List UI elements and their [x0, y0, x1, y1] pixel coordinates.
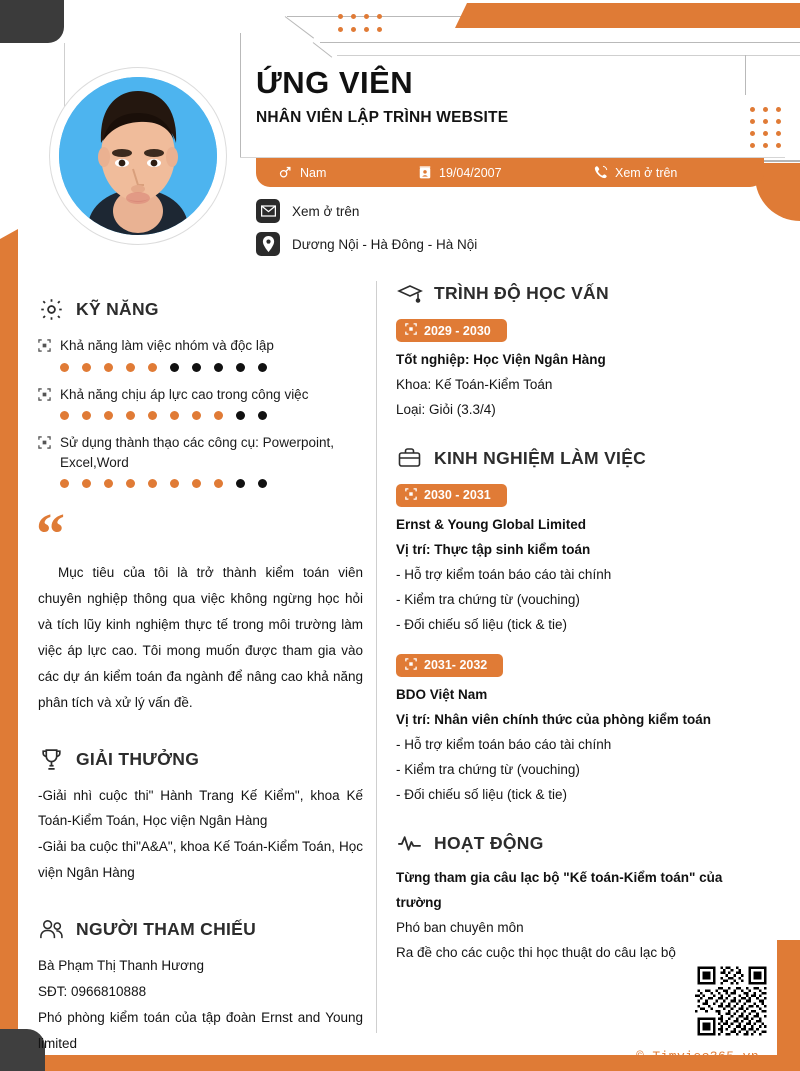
briefcase-icon	[396, 445, 423, 472]
experience-period-text: 2031- 2032	[424, 658, 488, 673]
skill-label: Khả năng chịu áp lực cao trong công việc	[60, 386, 309, 402]
activity-line: Ra đề cho các cuộc thi học thuật do câu lạc bộ	[396, 944, 676, 960]
skill-label: Khả năng làm việc nhóm và độc lập	[60, 338, 274, 353]
footer-credit: © Timviec365.vn	[636, 1049, 760, 1064]
quote-mark-icon: “	[36, 501, 65, 567]
candidate-role: NHÂN VIÊN LẬP TRÌNH WEBSITE	[256, 109, 509, 127]
name-block	[256, 66, 746, 127]
experience-section-header	[396, 445, 771, 472]
awards-title: GIẢI THƯỞNG	[76, 748, 200, 769]
experience-task: - Kiểm tra chứng từ (vouching)	[396, 591, 580, 607]
skill-rating-dots	[60, 479, 363, 488]
experience-task: - Kiểm tra chứng từ (vouching)	[396, 761, 580, 777]
experience-period-badge	[396, 484, 507, 507]
award-line: -Giải nhì cuộc thi" Hành Trang Kế Kiểm", khoa Kế Toán-Kiểm Toán, Học viện Ngân Hàng	[38, 787, 363, 829]
objective-text: Mục tiêu của tôi là trở thành kiểm toán viên chuyên nghiệp thông qua việc không ngừng học hỏi và tích lũy kinh nghiệm thực tế trong môi trường làm việc áp lực cao. Tôi mong muốn được tham gia vào các dự án kiểm toán đa ngành để nâng cao khả năng phân tích và xử lý vấn đề.	[38, 565, 363, 710]
contact-rows	[256, 199, 477, 265]
birthday-value: 19/04/2007	[439, 165, 502, 180]
skill-rating-dots	[60, 363, 363, 372]
top-orange-banner	[455, 3, 800, 28]
top-left-dark-shape	[0, 0, 64, 43]
education-title: TRÌNH ĐỘ HỌC VẤN	[434, 283, 609, 303]
email-icon	[256, 199, 280, 223]
email-value: Xem ở trên	[292, 203, 360, 219]
experience-task: - Đối chiếu số liệu (tick & tie)	[396, 616, 568, 632]
column-divider	[376, 281, 377, 1033]
skill-rating-dots	[60, 411, 363, 420]
contact-phone	[593, 165, 677, 180]
qr-code	[695, 964, 769, 1038]
bracket-square-icon	[405, 488, 417, 503]
experience-task: - Hỗ trợ kiểm toán báo cáo tài chính	[396, 566, 612, 582]
right-orange-edge-bar	[777, 940, 800, 1071]
experience-company: Ernst & Young Global Limited	[396, 516, 587, 532]
contact-birthday	[418, 165, 593, 180]
skills-title: KỸ NĂNG	[76, 299, 159, 319]
gender-icon	[278, 165, 293, 180]
experience-entry	[396, 472, 771, 638]
graduation-cap-icon	[396, 280, 423, 307]
calendar-icon	[418, 165, 432, 180]
experience-task: - Hỗ trợ kiểm toán báo cáo tài chính	[396, 736, 612, 752]
gender-value: Nam	[300, 165, 327, 180]
education-entry	[396, 307, 771, 423]
skill-item	[38, 385, 363, 421]
skill-label: Sử dụng thành thạo các công cụ: Powerpoint, Excel,Word	[60, 435, 334, 470]
gear-icon	[38, 296, 65, 323]
experience-period-badge	[396, 654, 503, 677]
experience-period-text: 2030 - 2031	[424, 488, 491, 503]
experience-position: Vị trí: Thực tập sinh kiểm toán	[396, 541, 591, 557]
location-pin-icon	[256, 232, 280, 256]
right-column	[396, 280, 771, 965]
education-period-badge	[396, 319, 507, 342]
contact-gender	[278, 165, 418, 180]
references-section	[38, 916, 363, 1057]
skills-section-header	[38, 296, 363, 323]
reference-line: Bà Phạm Thị Thanh Hương	[38, 958, 204, 974]
contact-email-row	[256, 199, 477, 223]
experience-title: KINH NGHIỆM LÀM VIỆC	[434, 447, 647, 468]
education-detail: Loại: Giỏi (3.3/4)	[396, 401, 496, 417]
experience-company: BDO Việt Nam	[396, 686, 488, 702]
top-dot-grid-icon	[338, 14, 390, 40]
activity-line: Phó ban chuyên môn	[396, 919, 524, 935]
avatar-photo	[59, 77, 217, 235]
experience-entry	[396, 642, 771, 808]
left-column	[38, 296, 363, 1057]
header-deco-line-3	[337, 55, 800, 56]
activities-section-header	[396, 830, 771, 857]
bracket-square-icon	[38, 339, 51, 352]
users-icon	[38, 916, 65, 943]
deco-vertical-line-mid	[240, 33, 241, 158]
references-section-header	[38, 916, 363, 943]
awards-section-header	[38, 746, 363, 773]
experience-task: - Đối chiếu số liệu (tick & tie)	[396, 786, 568, 802]
candidate-name: ỨNG VIÊN	[256, 65, 414, 100]
avatar	[53, 71, 223, 241]
skill-item	[38, 336, 363, 372]
awards-section	[38, 746, 363, 887]
bracket-square-icon	[405, 323, 417, 338]
experience-position: Vị trí: Nhân viên chính thức của phòng kiểm toán	[396, 711, 712, 727]
activity-headline: Từng tham gia câu lạc bộ "Kế toán-Kiểm toán" của trường	[396, 869, 723, 910]
education-degree: Tốt nghiệp: Học Viện Ngân Hàng	[396, 352, 606, 367]
skill-item	[38, 433, 363, 488]
pulse-activity-icon	[396, 830, 423, 857]
contact-address-row	[256, 232, 477, 256]
bracket-square-icon	[38, 388, 51, 401]
bracket-square-icon	[38, 436, 51, 449]
header-deco-line-2	[320, 42, 800, 43]
bracket-square-icon	[405, 658, 417, 673]
award-line: -Giải ba cuộc thi"A&A", khoa Kế Toán-Kiểm Toán, Học viện Ngân Hàng	[38, 839, 363, 881]
trophy-icon	[38, 746, 65, 773]
phone-icon	[593, 165, 608, 180]
reference-line: Phó phòng kiểm toán của tập đoàn Ernst and Young limited	[38, 1010, 363, 1051]
reference-line: SĐT: 0966810888	[38, 984, 147, 1000]
activities-title: HOẠT ĐỘNG	[434, 832, 544, 853]
references-title: NGƯỜI THAM CHIẾU	[76, 919, 257, 940]
left-orange-bar	[0, 229, 18, 1035]
right-dot-grid-icon	[750, 107, 789, 155]
phone-value: Xem ở trên	[615, 165, 678, 180]
address-value: Dương Nội - Hà Đông - Hà Nội	[292, 236, 478, 252]
contact-bar	[256, 158, 764, 187]
header-deco-angle-1	[285, 16, 331, 43]
education-section-header	[396, 280, 771, 307]
education-period-text: 2029 - 2030	[424, 323, 491, 338]
education-detail: Khoa: Kế Toán-Kiểm Toán	[396, 376, 553, 392]
